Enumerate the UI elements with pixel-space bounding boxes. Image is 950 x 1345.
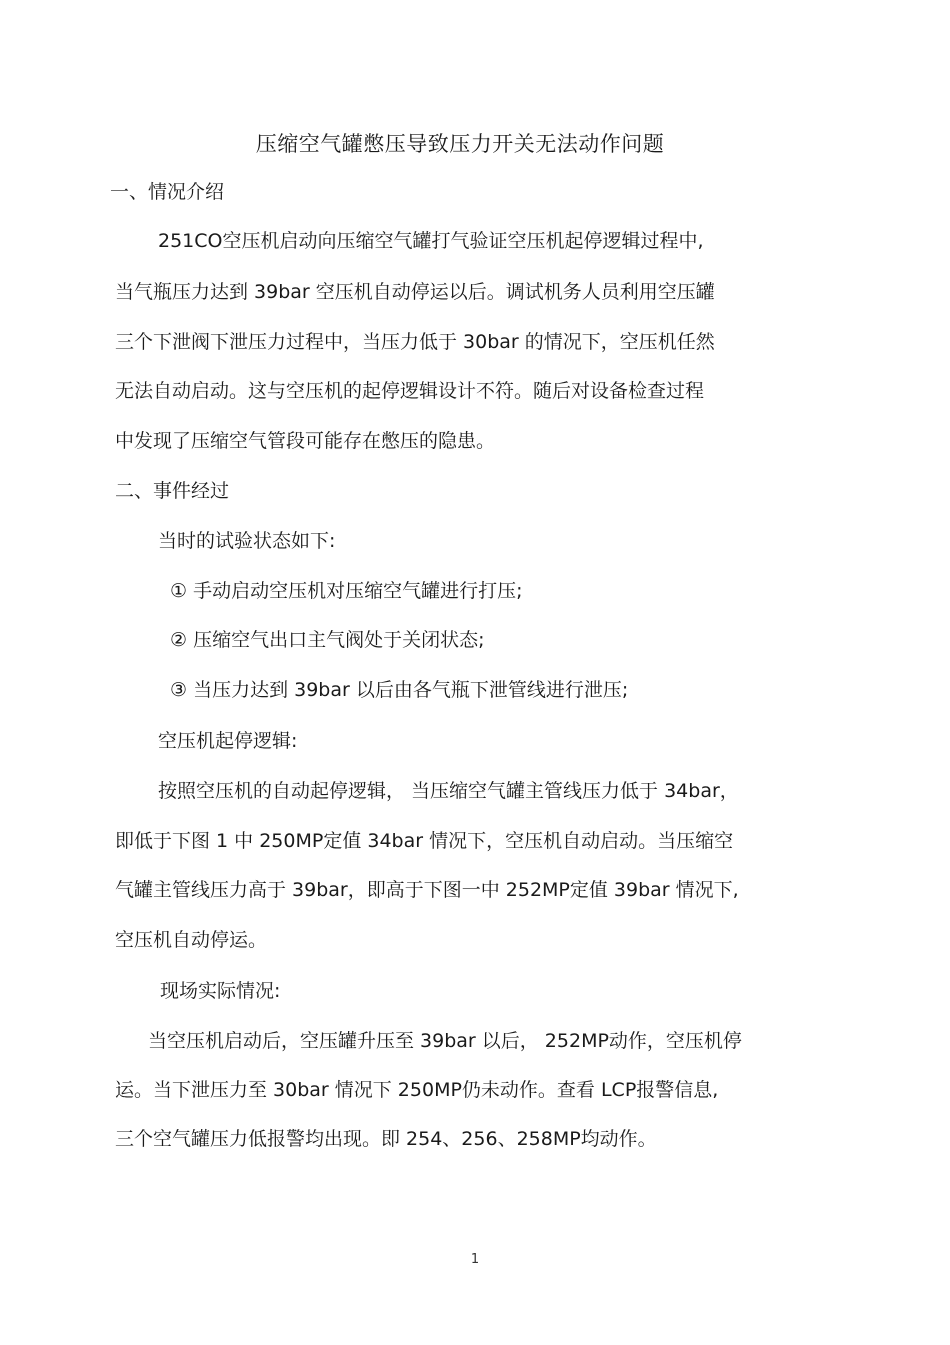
paragraph-line: 无法自动启动。这与空压机的起停逻辑设计不符。随后对设备检查过程 (115, 380, 705, 402)
paragraph-line: 中发现了压缩空气管段可能存在憋压的隐患。 (115, 430, 496, 452)
test-state-intro: 当时的试验状态如下: (158, 530, 336, 552)
document-title: 压缩空气罐憋压导致压力开关无法动作问题 (255, 132, 665, 156)
paragraph-line: 运。当下泄压力至 30bar 情况下 250MP仍未动作。查看 LCP报警信息, (115, 1079, 719, 1101)
logic-heading: 空压机起停逻辑: (158, 730, 298, 752)
paragraph-line: 251CO空压机启动向压缩空气罐打气验证空压机起停逻辑过程中, (158, 230, 704, 252)
paragraph-line: 气罐主管线压力高于 39bar，即高于下图一中 252MP定值 39bar 情况下, (115, 879, 739, 901)
test-state-item: ② 压缩空气出口主气阀处于关闭状态; (170, 629, 485, 651)
paragraph-line: 当空压机启动后，空压罐升压至 39bar 以后， 252MP动作，空压机停 (148, 1030, 742, 1052)
section-heading-events: 二、事件经过 (115, 480, 230, 502)
page-number: 1 (470, 1252, 480, 1267)
paragraph-line: 即低于下图 1 中 250MP定值 34bar 情况下，空压机自动启动。当压缩空 (115, 830, 734, 852)
paragraph-line: 空压机自动停运。 (115, 929, 268, 951)
site-heading: 现场实际情况: (160, 980, 281, 1002)
test-state-item: ① 手动启动空压机对压缩空气罐进行打压; (170, 580, 523, 602)
test-state-item: ③ 当压力达到 39bar 以后由各气瓶下泄管线进行泄压; (170, 679, 629, 701)
paragraph-line: 三个空气罐压力低报警均出现。即 254、256、258MP均动作。 (115, 1128, 657, 1150)
paragraph-line: 当气瓶压力达到 39bar 空压机自动停运以后。调试机务人员利用空压罐 (115, 281, 715, 303)
paragraph-line: 按照空压机的自动起停逻辑， 当压缩空气罐主管线压力低于 34bar， (158, 780, 739, 802)
section-heading-situation: 一、情况介绍 (110, 181, 225, 203)
paragraph-line: 三个下泄阀下泄压力过程中，当压力低于 30bar 的情况下，空压机任然 (115, 331, 715, 353)
